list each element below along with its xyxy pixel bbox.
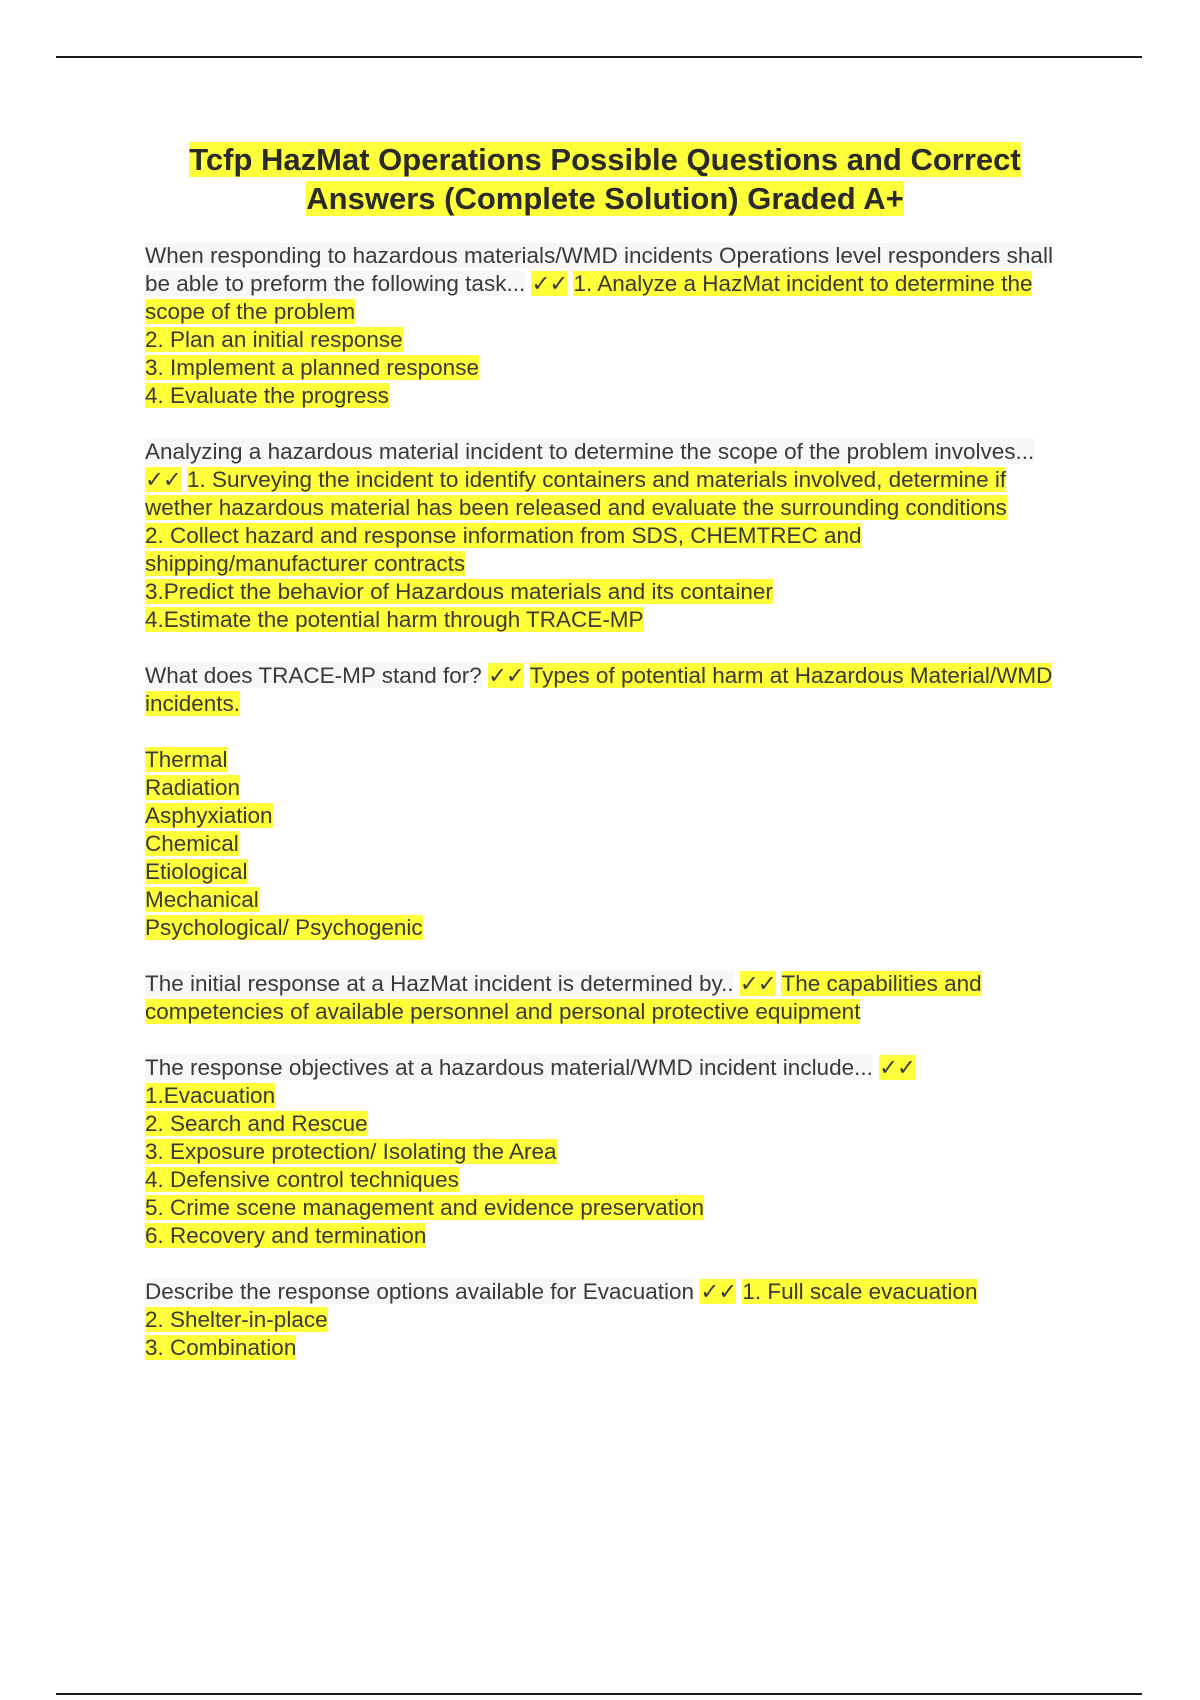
answer-line: Asphyxiation (145, 803, 273, 828)
answer-line: 6. Recovery and termination (145, 1223, 427, 1248)
qa-item (145, 242, 1065, 410)
answer-line: 2. Search and Rescue (145, 1111, 368, 1136)
bottom-rule (56, 1693, 1142, 1695)
answer-line: 5. Crime scene management and evidence preservation (145, 1195, 705, 1220)
answer-line: Thermal (145, 747, 228, 772)
answer-line: 4. Evaluate the progress (145, 383, 389, 408)
answer-line: 2. Collect hazard and response information from SDS, CHEMTREC and shipping/manufacturer contracts (145, 523, 862, 576)
answer-line: 2. Plan an initial response (145, 327, 403, 352)
title-line-1: Tcfp HazMat Operations Possible Questions and Correct (189, 142, 1021, 177)
question-text: Analyzing a hazardous material incident to determine the scope of the problem involves... (145, 439, 1035, 464)
answer-line: 3. Exposure protection/ Isolating the Area (145, 1139, 557, 1164)
question-text: Describe the response options available for Evacuation (145, 1279, 695, 1304)
question-text: The response objectives at a hazardous material/WMD incident include... (145, 1055, 873, 1080)
answer-line: 2. Shelter-in-place (145, 1307, 328, 1332)
question-text: The initial response at a HazMat incident is determined by.. (145, 971, 734, 996)
answer-line: Mechanical (145, 887, 259, 912)
qa-item (145, 1054, 1065, 1250)
check-icon: ✓✓ (739, 971, 776, 996)
answer-text: 1. Analyze a HazMat incident to determine the scope of the problem (145, 271, 1033, 324)
answer-line: Chemical (145, 831, 239, 856)
answer-line: 3. Implement a planned response (145, 355, 479, 380)
qa-item (145, 1278, 1065, 1362)
qa-item (145, 970, 1065, 1026)
answer-line: 1.Evacuation (145, 1083, 276, 1108)
top-rule (56, 56, 1142, 58)
answer-line: Radiation (145, 775, 241, 800)
answer-text: 1. Surveying the incident to identify containers and materials involved, determine if wether hazardous material has been released and evaluate the surrounding conditions (145, 467, 1007, 520)
qa-item (145, 662, 1065, 942)
title-line-2: Answers (Complete Solution) Graded A+ (306, 181, 904, 216)
question-text: What does TRACE-MP stand for? (145, 663, 482, 688)
answer-line: Psychological/ Psychogenic (145, 915, 423, 940)
answer-text: Types of potential harm at Hazardous Material/WMD incidents. (145, 663, 1053, 716)
answer-text: The capabilities and competencies of available personnel and personal protective equipment (145, 971, 982, 1024)
question-text: When responding to hazardous materials/WMD incidents Operations level responders shall be able to preform the following task... (145, 243, 1053, 296)
document-title (145, 140, 1065, 218)
answer-line: 4.Estimate the potential harm through TRACE-MP (145, 607, 644, 632)
check-icon: ✓✓ (145, 467, 181, 492)
answer-text: 1. Full scale evacuation (742, 1279, 978, 1304)
check-icon: ✓✓ (488, 663, 524, 688)
answer-line: 3.Predict the behavior of Hazardous materials and its container (145, 579, 773, 604)
blank-line (145, 718, 1065, 746)
check-icon: ✓✓ (879, 1055, 915, 1080)
answer-line: 4. Defensive control techniques (145, 1167, 459, 1192)
answer-line: Etiological (145, 859, 248, 884)
answer-line: 3. Combination (145, 1335, 297, 1360)
check-icon: ✓✓ (531, 271, 568, 296)
check-icon: ✓✓ (700, 1279, 737, 1304)
qa-item (145, 438, 1065, 634)
document-page (145, 140, 1065, 1390)
